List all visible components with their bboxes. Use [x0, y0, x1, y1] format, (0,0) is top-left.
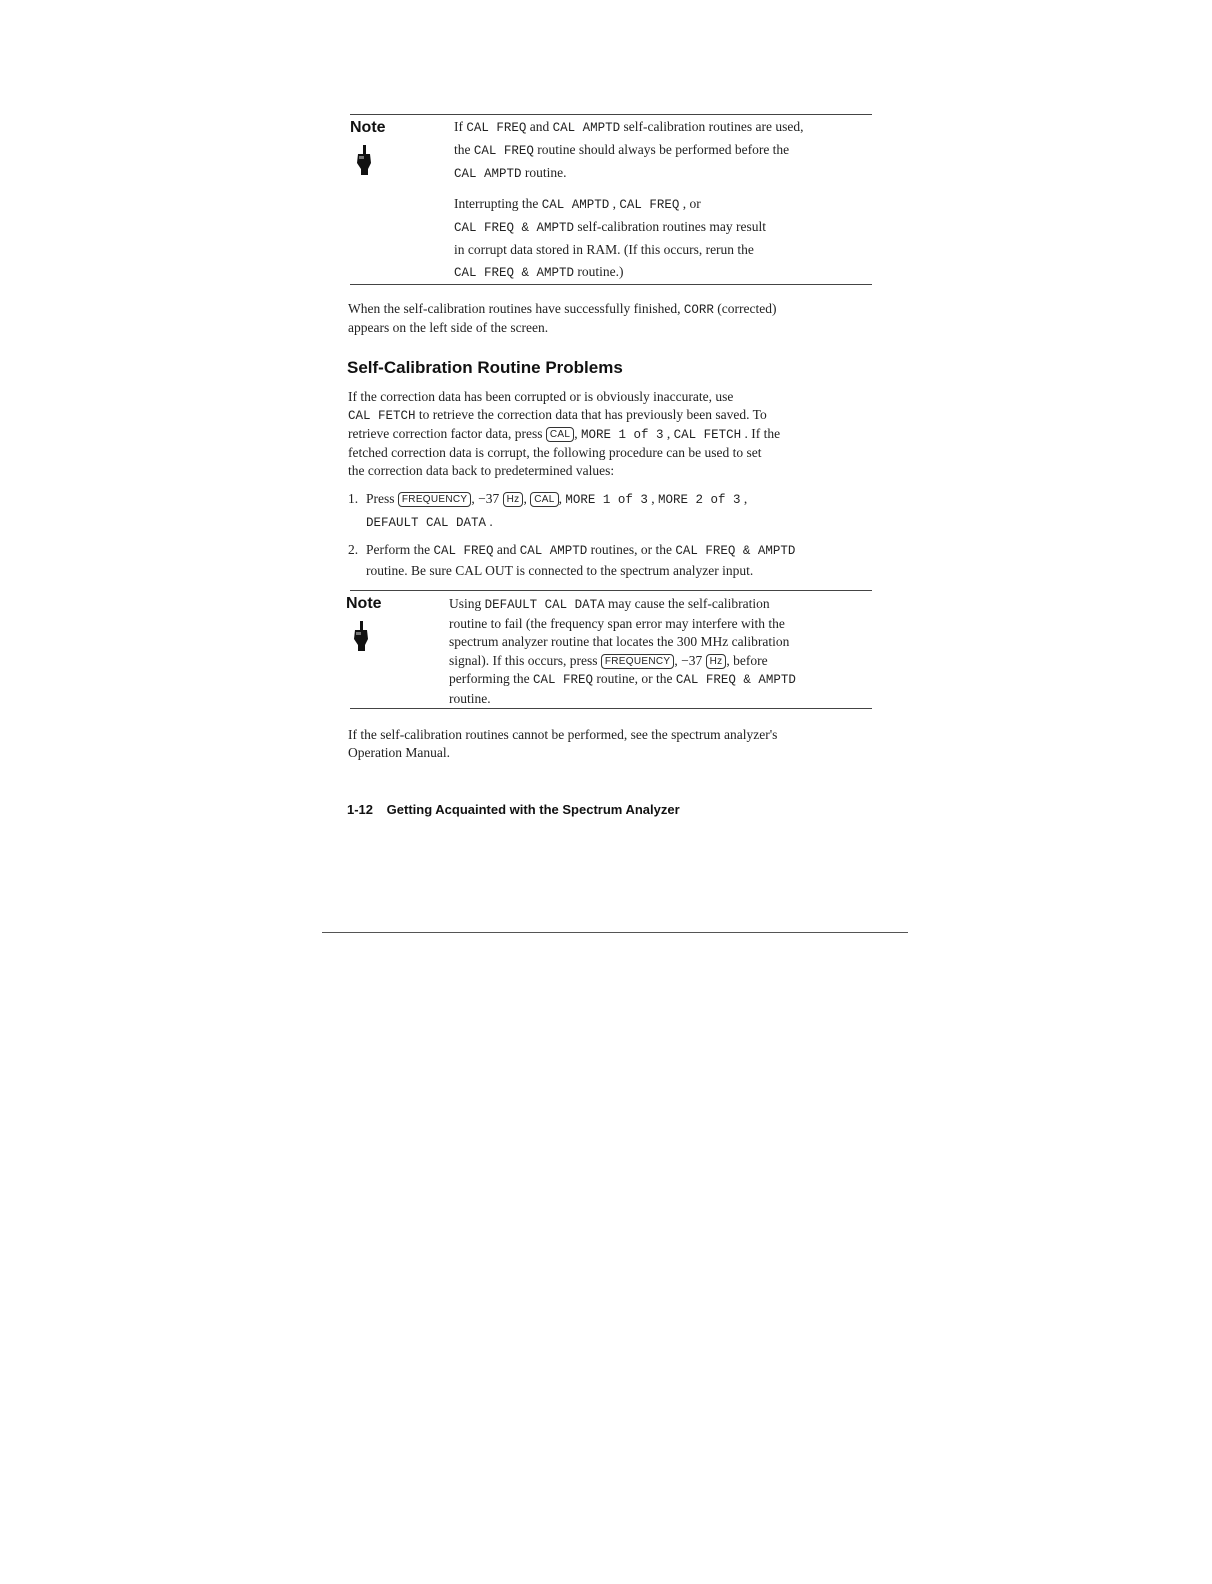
text-run: . [486, 514, 493, 529]
softkey-label: CAL AMPTD [541, 198, 610, 212]
text-run: Operation Manual. [348, 745, 450, 760]
text-run: Perform the [366, 542, 434, 557]
softkey-label: CAL FREQ & AMPTD [454, 221, 575, 235]
text-run: the [454, 142, 474, 157]
text-run: , or [679, 196, 701, 211]
text-run: , −37 [471, 491, 503, 506]
text-run: to retrieve the correction data that has previously been saved. To [415, 407, 767, 422]
softkey-label: CAL AMPTD [519, 544, 588, 558]
note-label: Note [346, 595, 382, 612]
body-paragraph [348, 300, 872, 337]
text-run: , before [726, 652, 768, 668]
text-run: fetched correction data is corrupt, the following procedure can be used to set [348, 445, 762, 460]
text-run: and [526, 119, 553, 134]
softkey-label: CAL FREQ & AMPTD [454, 266, 575, 280]
softkey-label: CAL FREQ & AMPTD [675, 544, 796, 558]
step-text [366, 491, 747, 506]
hardkey-frequency: FREQUENCY [398, 492, 471, 507]
text-run: , [740, 491, 748, 506]
text-run: When the self-calibration routines have successfully finished, [348, 301, 684, 316]
text-run: self-calibration routines are used, [620, 119, 804, 134]
softkey-label: CAL FREQ [619, 198, 680, 212]
step-text [366, 542, 795, 557]
softkey-label: CAL FREQ [433, 544, 494, 558]
chapter-title: Getting Acquainted with the Spectrum Analyzer [386, 802, 680, 817]
text-run: Interrupting the [454, 196, 542, 211]
softkey-label: CAL FREQ [532, 673, 593, 687]
text-run: , [558, 491, 566, 506]
text-run: , −37 [674, 652, 706, 668]
softkey-label: MORE 1 of 3 [581, 428, 664, 442]
text-run: routine. [521, 165, 567, 180]
note-bottom-rule [350, 284, 872, 285]
text-run: (corrected) [713, 301, 777, 316]
body-paragraph [348, 388, 872, 480]
list-item [348, 488, 878, 534]
softkey-label: DEFAULT CAL DATA [484, 598, 605, 612]
step-text [348, 511, 878, 534]
softkey-label: CAL FREQ & AMPTD [675, 673, 796, 687]
note-bottom-rule [350, 708, 872, 709]
list-item [348, 540, 878, 581]
text-run: spectrum analyzer routine that locates the 300 MHz calibration [449, 634, 790, 649]
text-run: If the self-calibration routines cannot be performed, see the spectrum analyzer's [348, 727, 778, 742]
note-paragraph [449, 595, 869, 708]
note-body [449, 595, 869, 708]
page-footer [347, 802, 680, 817]
step-text [348, 561, 878, 581]
text-run: signal). If this occurs, press [449, 652, 601, 668]
note-top-rule [350, 114, 872, 115]
text-run: routines, or the [587, 542, 676, 557]
note-top-rule [350, 590, 872, 591]
hardkey-cal: CAL [530, 492, 558, 507]
text-run: , [609, 196, 620, 211]
page-bottom-rule [322, 932, 908, 933]
softkey-label: CAL FETCH [348, 409, 416, 423]
text-run: , [574, 426, 582, 441]
softkey-label: CAL FREQ [473, 144, 534, 158]
hardkey-hz: Hz [706, 654, 727, 669]
softkey-label: MORE 2 of 3 [657, 493, 741, 507]
text-run: self-calibration routines may result [574, 219, 766, 234]
text-run: routine to fail (the frequency span error may interfere with the [449, 615, 785, 631]
note-paragraph [454, 193, 874, 284]
hardkey-cal: CAL [546, 427, 574, 442]
text-run: appears on the left side of the screen. [348, 320, 549, 335]
body-paragraph [348, 726, 872, 762]
text-run: , [523, 491, 531, 506]
step-number: 1. [348, 491, 359, 506]
softkey-label: CAL AMPTD [552, 121, 621, 135]
step-number: 2. [348, 542, 359, 557]
text-run: may cause the self-calibration [604, 596, 770, 611]
text-run: routine, or the [593, 671, 676, 686]
text-run: , [647, 491, 658, 506]
text-run: . If the [741, 426, 781, 441]
page-number: 1-12 [347, 802, 374, 817]
pointing-hand-icon [352, 621, 370, 651]
softkey-label: DEFAULT CAL DATA [366, 516, 487, 530]
text-run: Press [366, 491, 398, 506]
text-run: routine should always be performed before the [533, 142, 790, 157]
paragraph-text [348, 300, 872, 337]
text-run: If [454, 119, 467, 134]
note-paragraph [454, 116, 874, 185]
text-run: routine.) [574, 264, 624, 279]
text-run: the correction data back to predetermined values: [348, 463, 615, 478]
text-run: in corrupt data stored in RAM. (If this occurs, rerun the [454, 242, 754, 257]
section-heading: Self-Calibration Routine Problems [347, 358, 623, 377]
text-run: retrieve correction factor data, press [348, 426, 546, 441]
text-run: , [663, 426, 674, 441]
softkey-label: CAL FETCH [673, 428, 742, 442]
hardkey-hz: Hz [503, 492, 524, 507]
text-run: routine. [449, 690, 491, 706]
text-run: Using [449, 596, 485, 611]
text-run: performing the [449, 671, 533, 686]
text-run: and [493, 542, 520, 557]
softkey-label: CORR [683, 303, 714, 317]
hardkey-frequency: FREQUENCY [601, 654, 674, 669]
text-run: If the correction data has been corrupted or is obviously inaccurate, use [348, 389, 734, 404]
paragraph-text [348, 726, 872, 762]
text-run: routine. Be sure CAL OUT is connected to the spectrum analyzer input. [366, 563, 754, 578]
softkey-label: CAL FREQ [466, 121, 527, 135]
paragraph-text [348, 388, 872, 480]
pointing-hand-icon [355, 145, 373, 175]
softkey-label: MORE 1 of 3 [565, 493, 648, 507]
note-label: Note [350, 119, 386, 136]
softkey-label: CAL AMPTD [454, 167, 522, 181]
note-body [454, 116, 874, 284]
